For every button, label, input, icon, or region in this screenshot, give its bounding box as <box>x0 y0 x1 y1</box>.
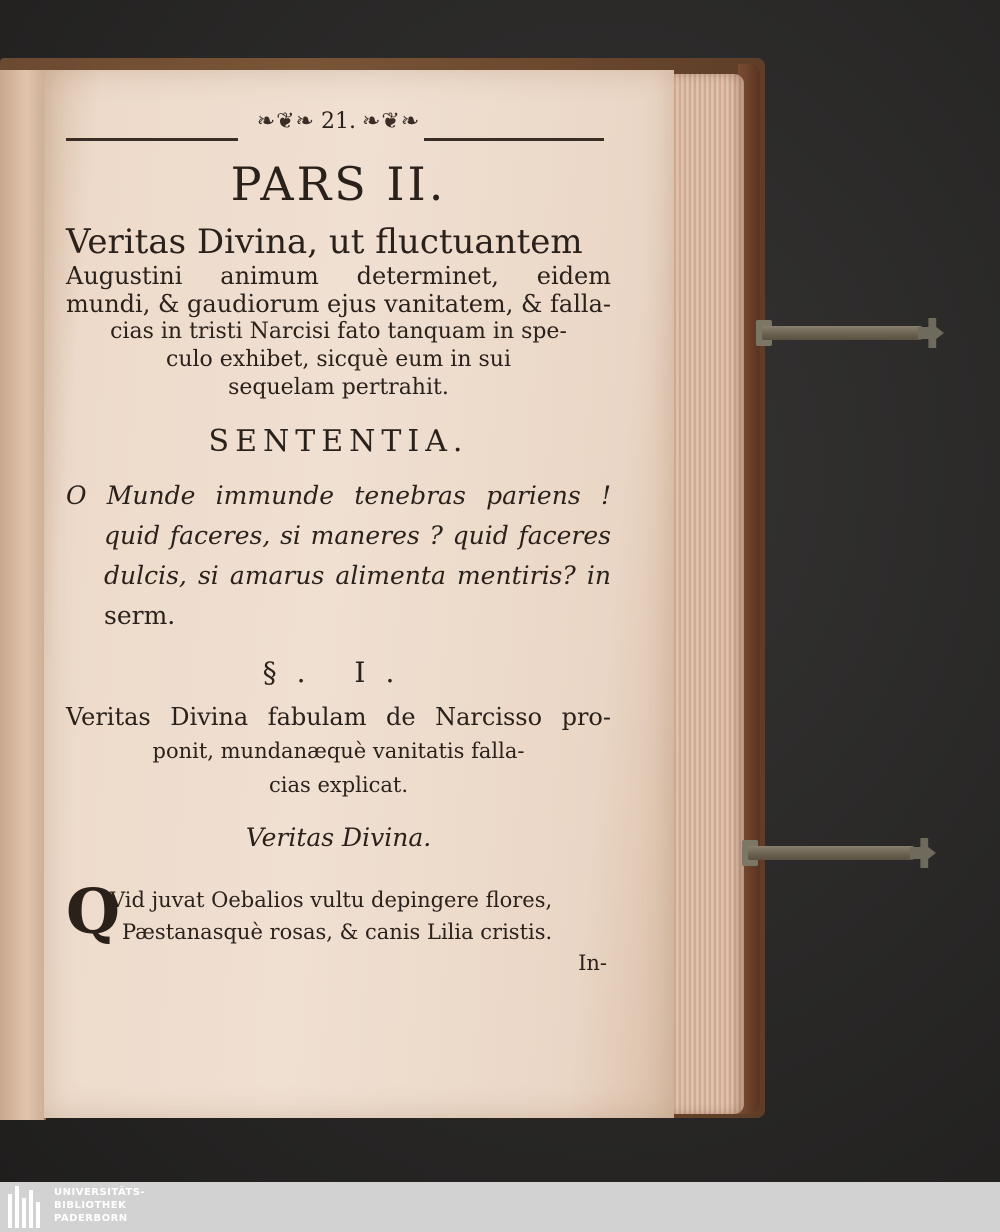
page-number: 21. <box>321 108 356 134</box>
page-fore-edge <box>672 74 744 1114</box>
subtitle-line-6: sequelam pertrahit. <box>228 375 449 400</box>
subtitle-line-4: cias in tristi Narcisi fato tanquam in spe- <box>110 319 567 344</box>
verse-block <box>66 875 611 948</box>
left-page-sliver <box>0 70 46 1120</box>
subtitle-line-2: Augustini animum determinet, eidem <box>66 262 611 290</box>
part-title: PARS II. <box>230 157 447 211</box>
catchword: In- <box>578 951 607 975</box>
quote-line-4: serm. <box>104 601 176 630</box>
section-title-line-2: ponit, mundanæquè vanitatis falla- <box>152 739 525 763</box>
logo-line-2: BIBLIOTHEK <box>54 1200 127 1211</box>
library-logo-icon <box>8 1186 48 1228</box>
header-rule-left <box>66 138 238 141</box>
section-title-line-1: Veritas Divina fabulam de Narcisso pro- <box>66 703 611 731</box>
sententia-heading: SENTENTIA. <box>208 424 469 459</box>
speaker-heading: Veritas Divina. <box>245 823 432 852</box>
section-title <box>66 700 611 802</box>
subtitle-line-5: culo exhibet, sicquè eum in sui <box>166 347 511 372</box>
drop-cap: Q <box>66 875 121 948</box>
upper-clasp <box>762 318 942 348</box>
ornament-left-icon: ❧❦❧ <box>256 108 315 134</box>
library-logo-text <box>54 1186 145 1225</box>
header-rule-right <box>424 138 604 141</box>
subtitle-line-1: Veritas Divina, ut fluctuantem <box>66 222 583 262</box>
quote-line-1: O Munde immunde tenebras pariens ! <box>66 481 611 510</box>
footer-bar <box>0 1182 1000 1232</box>
section-mark: §. I. <box>262 656 415 689</box>
quote-line-2: quid faceres, si maneres ? quid faceres <box>104 521 611 550</box>
page-header <box>66 100 611 142</box>
logo-line-3: PADERBORN <box>54 1213 128 1224</box>
logo-line-1: UNIVERSITÄTS- <box>54 1187 146 1198</box>
lower-clasp <box>748 838 934 868</box>
quote-line-3: dulcis, si amarus alimenta mentiris? in <box>104 561 611 590</box>
verse-line-1: Vid juvat Oebalios vultu depingere flores, <box>110 888 553 912</box>
subtitle-line-3: mundi, & gaudiorum ejus vanitatem, & falla- <box>66 290 611 318</box>
section-title-line-3: cias explicat. <box>269 773 408 797</box>
verse-line-2: Pæstanasquè rosas, & canis Lilia cristis. <box>122 920 553 944</box>
ornament-right-icon: ❧❦❧ <box>362 108 421 134</box>
subtitle-block <box>66 262 611 402</box>
sententia-quote <box>66 476 611 636</box>
page-text <box>66 100 611 978</box>
